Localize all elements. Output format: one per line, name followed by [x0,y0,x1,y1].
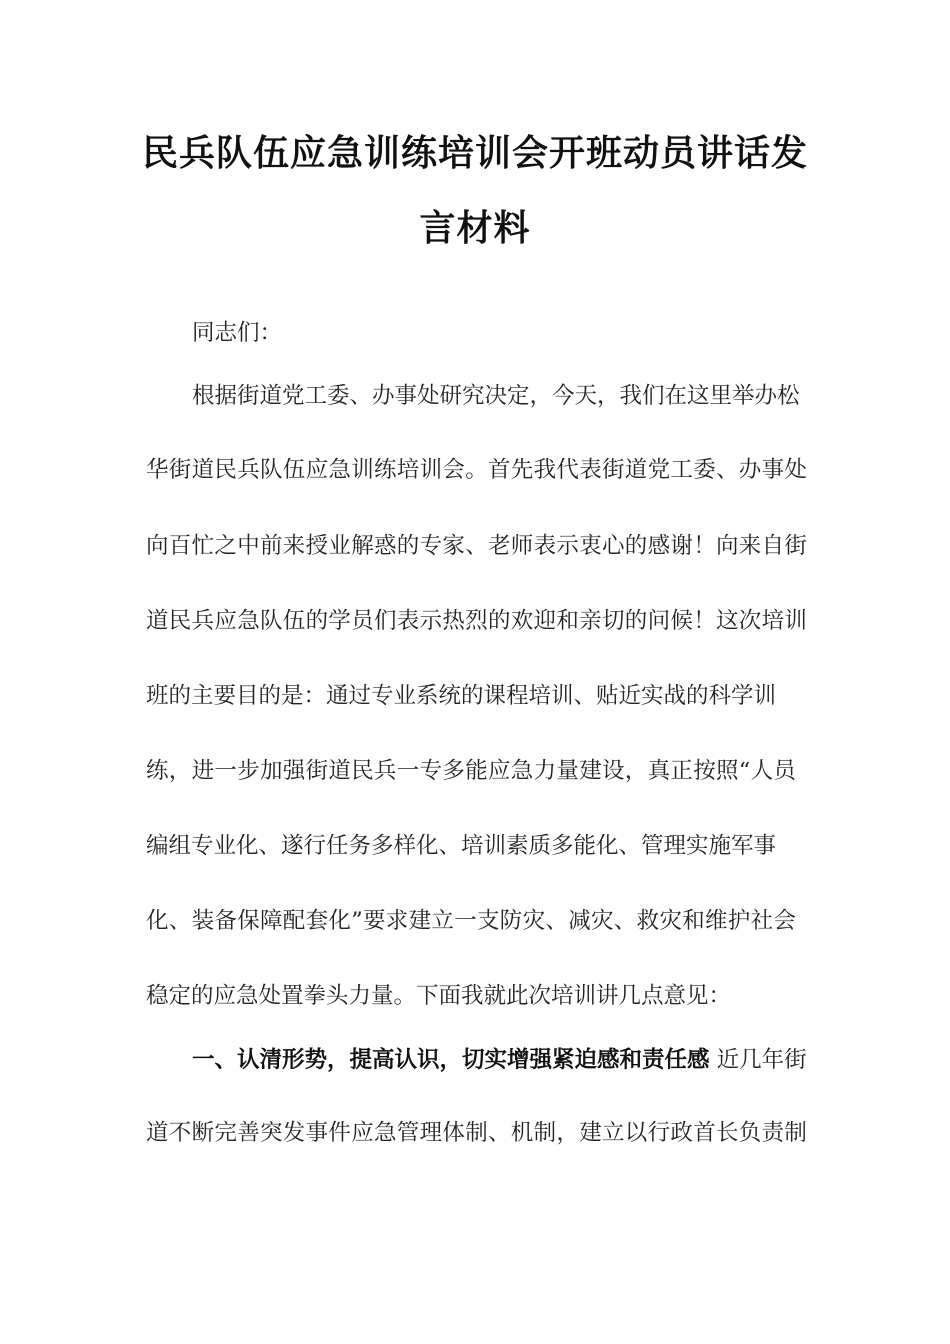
section-1-line-2: 道不断完善突发事件应急管理体制、机制，建立以行政首长负责制 [146,1120,808,1146]
paragraph-1-line-2: 华街道民兵队伍应急训练培训会。首先我代表街道党工委、办事处 [146,457,808,483]
section-1-heading: 一、认清形势，提高认识，切实增强紧迫感和责任感 [192,1047,710,1073]
paragraph-1-line-4: 道民兵应急队伍的学员们表示热烈的欢迎和亲切的问候！这次培训 [146,608,808,634]
section-1-lead-text: 近几年街 [709,1047,807,1073]
paragraph-1-line-5: 班的主要目的是：通过专业系统的课程培训、贴近实战的科学训 [146,683,777,709]
paragraph-1-line-1: 根据街道党工委、办事处研究决定，今天，我们在这里举办松 [192,383,800,409]
salutation: 同志们： [192,320,283,346]
paragraph-1-line-7: 编组专业化、遂行任务多样化、培训素质多能化、管理实施军事 [146,833,777,859]
paragraph-1-line-6: 练，进一步加强街道民兵一专多能应急力量建设，真正按照“人员 [146,758,797,784]
document-title-line-1: 民兵队伍应急训练培训会开班动员讲话发 [141,133,808,174]
document-title-line-2: 言材料 [419,208,531,249]
paragraph-1-line-9: 稳定的应急处置拳头力量。下面我就此次培训讲几点意见： [146,983,732,1009]
section-1-first-line [192,1045,807,1075]
paragraph-1-line-8: 化、装备保障配套化”要求建立一支防灾、减灾、救灾和维护社会 [146,908,797,934]
paragraph-1-line-3: 向百忙之中前来授业解惑的专家、老师表示衷心的感谢！向来自街 [146,533,808,559]
